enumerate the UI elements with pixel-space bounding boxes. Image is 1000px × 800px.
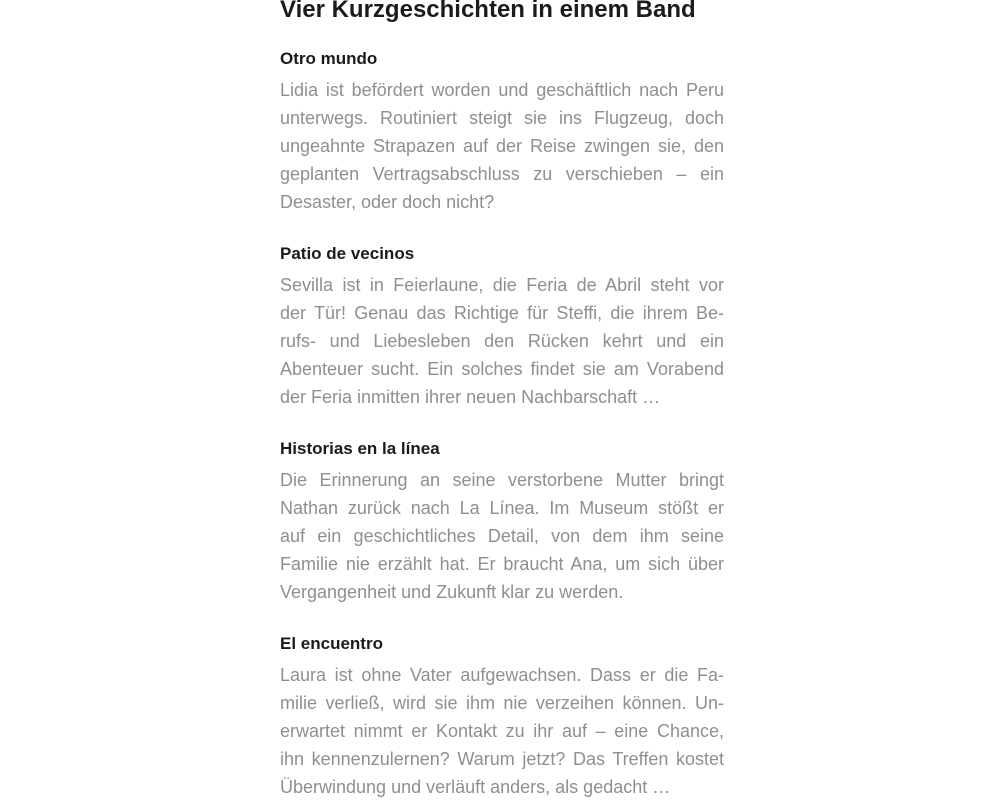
text-line: ihn kennenzulernen? Warum jetzt? Das Treffen kostet [280, 749, 724, 769]
section-body [280, 76, 724, 216]
text-line: Nathan zurück nach La Línea. Im Museum stößt er [280, 498, 724, 518]
story-section-patio-de-vecinos [280, 244, 724, 411]
section-heading: Historias en la línea [280, 439, 440, 458]
text-line: rufs- und Liebesleben den Rücken kehrt und ein [280, 331, 724, 351]
text-line: erwartet nimmt er Kontakt zu ihr auf – eine Chance, [280, 721, 724, 741]
text-line: auf ein geschichtliches Detail, von dem ihm seine [280, 526, 724, 546]
text-line: geplanten Vertragsabschluss zu verschieben – ein [280, 164, 724, 184]
section-body [280, 271, 724, 411]
story-section-el-encuentro [280, 634, 724, 800]
section-heading: Otro mundo [280, 49, 378, 68]
section-body [280, 466, 724, 606]
text-line: milie verließ, wird sie ihm nie verzeihen können. Un- [280, 693, 724, 713]
text-line: Vergangenheit und Zukunft klar zu werden. [280, 582, 624, 602]
text-line: Abenteuer sucht. Ein solches findet sie am Vorabend [280, 359, 724, 379]
section-body [280, 661, 724, 800]
page-title: Vier Kurzgeschichten in einem Band [280, 0, 696, 23]
story-section-otro-mundo [280, 49, 724, 216]
section-heading: El encuentro [280, 634, 383, 653]
text-line: Desaster, oder doch nicht? [280, 192, 495, 212]
text-column [280, 0, 724, 800]
story-section-historias-en-la-linea [280, 439, 724, 606]
text-line: Lidia ist befördert worden und geschäftlich nach Peru [280, 80, 724, 100]
text-line: Überwindung und verläuft anders, als gedacht … [280, 777, 671, 797]
text-line: Familie nie erzählt hat. Er braucht Ana, um sich über [280, 554, 724, 574]
text-line: der Tür! Genau das Richtige für Steffi, die ihrem Be- [280, 303, 724, 323]
text-line: Sevilla ist in Feierlaune, die Feria de Abril steht vor [280, 275, 724, 295]
text-line: unterwegs. Routiniert steigt sie ins Flugzeug, doch [280, 108, 724, 128]
text-line: Die Erinnerung an seine verstorbene Mutter bringt [280, 470, 724, 490]
section-heading: Patio de vecinos [280, 244, 415, 263]
text-line: ungeahnte Strapazen auf der Reise zwingen sie, den [280, 136, 724, 156]
text-line: der Feria inmitten ihrer neuen Nachbarschaft … [280, 387, 661, 407]
text-line: Laura ist ohne Vater aufgewachsen. Dass er die Fa- [280, 665, 724, 685]
